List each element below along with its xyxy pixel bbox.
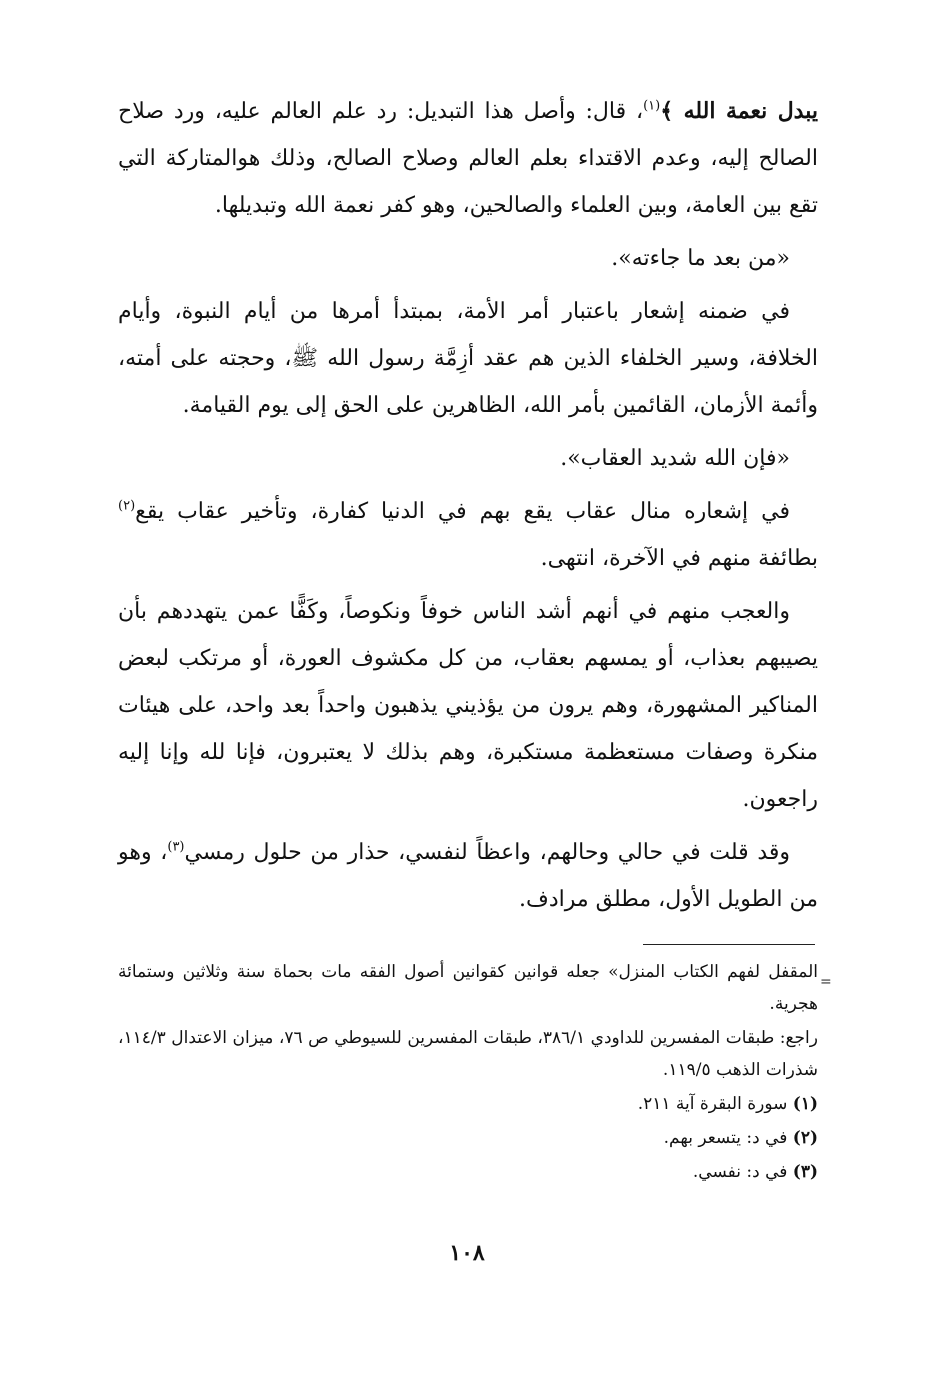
paragraph-1 [118, 88, 818, 229]
paragraph-5-text: وقد قلت في حالي وحالهم، واعظاً لنفسي، حذار من حلول رمسي [184, 840, 791, 865]
footnote-3-text: في د: نفسي. [692, 1162, 793, 1182]
footnote-1-number: (١) [792, 1094, 818, 1114]
footnote-1-text: سورة البقرة آية ٢١١. [637, 1094, 793, 1114]
footnote-continued-1: المقفل لفهم الكتاب المنزل» جعله قوانين كقوانين أصول الفقه مات بحماة سنة وثلاثين وستمائة هجرية. [118, 962, 818, 1014]
footnotes [118, 956, 818, 1190]
footnote-ref-2: (٢) [118, 498, 136, 514]
footnote-2 [118, 1122, 818, 1154]
footnote-3-number: (٣) [792, 1162, 818, 1182]
footnote-ref-3: (٣) [167, 839, 185, 855]
paragraph-4: والعجب منهم في أنهم أشد الناس خوفاً ونكوصاً، وكَفًّا عمن يتهددهم بأن يصيبهم بعذاب، أو يمسهم بعقاب، من كل مكشوف العورة، أو مرتكب لبعض المناكير المشهورة، وهم يرون من يؤذيني يذهبون واحداً بعد واحد، على هيئات منكرة وصفات مستعظمة مستكبرة، وهم بذلك لا يعتبرون، فإنا لله وإنا إليه راجعون. [118, 599, 818, 812]
footnote-2-text: في د: يتسعر بهم. [663, 1128, 793, 1148]
paragraph-1-text: ، قال: وأصل هذا التبديل: رد علم العالم عليه، ورد صلاح الصالح إليه، وعدم الاقتداء بعلم العالم وصلاح الصالح، وذلك هوالمتاركة التي تقع بين العامة، وبين العلماء والصالحين، وهو كفر نعمة الله وتبديلها. [118, 99, 818, 218]
paragraph-5-text-cont: ، وهو من الطويل الأول، مطلق مرادف. [118, 840, 818, 912]
footnote-continued-2: راجع: طبقات المفسرين للداودي ٣٨٦/١، طبقات المفسرين للسيوطي ص ٧٦، ميزان الاعتدال ١١٤/٣، شذرات الذهب ١١٩/٥. [118, 1028, 818, 1080]
paragraph-3 [118, 488, 818, 582]
quote-heading-2: «فإن الله شديد العقاب». [560, 446, 790, 471]
footnote-ref-1: (١) [643, 98, 661, 114]
paragraph-3-text-cont: بطائفة منهم في الآخرة، انتهى. [540, 546, 818, 571]
footnote-2-number: (٢) [792, 1128, 818, 1148]
page-number: ١٠٨ [449, 1240, 485, 1266]
quran-quote: يبدل نعمة الله ﴾ [660, 98, 818, 124]
paragraph-5 [118, 829, 818, 923]
paragraph-3-text: في إشعاره منال عقاب يقع بهم في الدنيا كفارة، وتأخير عقاب يقع [135, 499, 790, 524]
footnote-3 [118, 1156, 818, 1188]
footnote-divider [643, 944, 815, 945]
quote-heading-1: «من بعد ما جاءته». [611, 246, 790, 271]
footnote-1 [118, 1088, 818, 1120]
main-text [118, 88, 818, 929]
continuation-mark: = [820, 974, 832, 990]
paragraph-2: في ضمنه إشعار باعتبار أمر الأمة، بمبتدأ أمرها من أيام النبوة، وأيام الخلافة، وسير الخلفاء الذين هم عقد أزِمَّة رسول الله ﷺ، وحجته على أمته، وأئمة الأزمان، القائمين بأمر الله، الظاهرين على الحق إلى يوم القيامة. [118, 299, 818, 418]
